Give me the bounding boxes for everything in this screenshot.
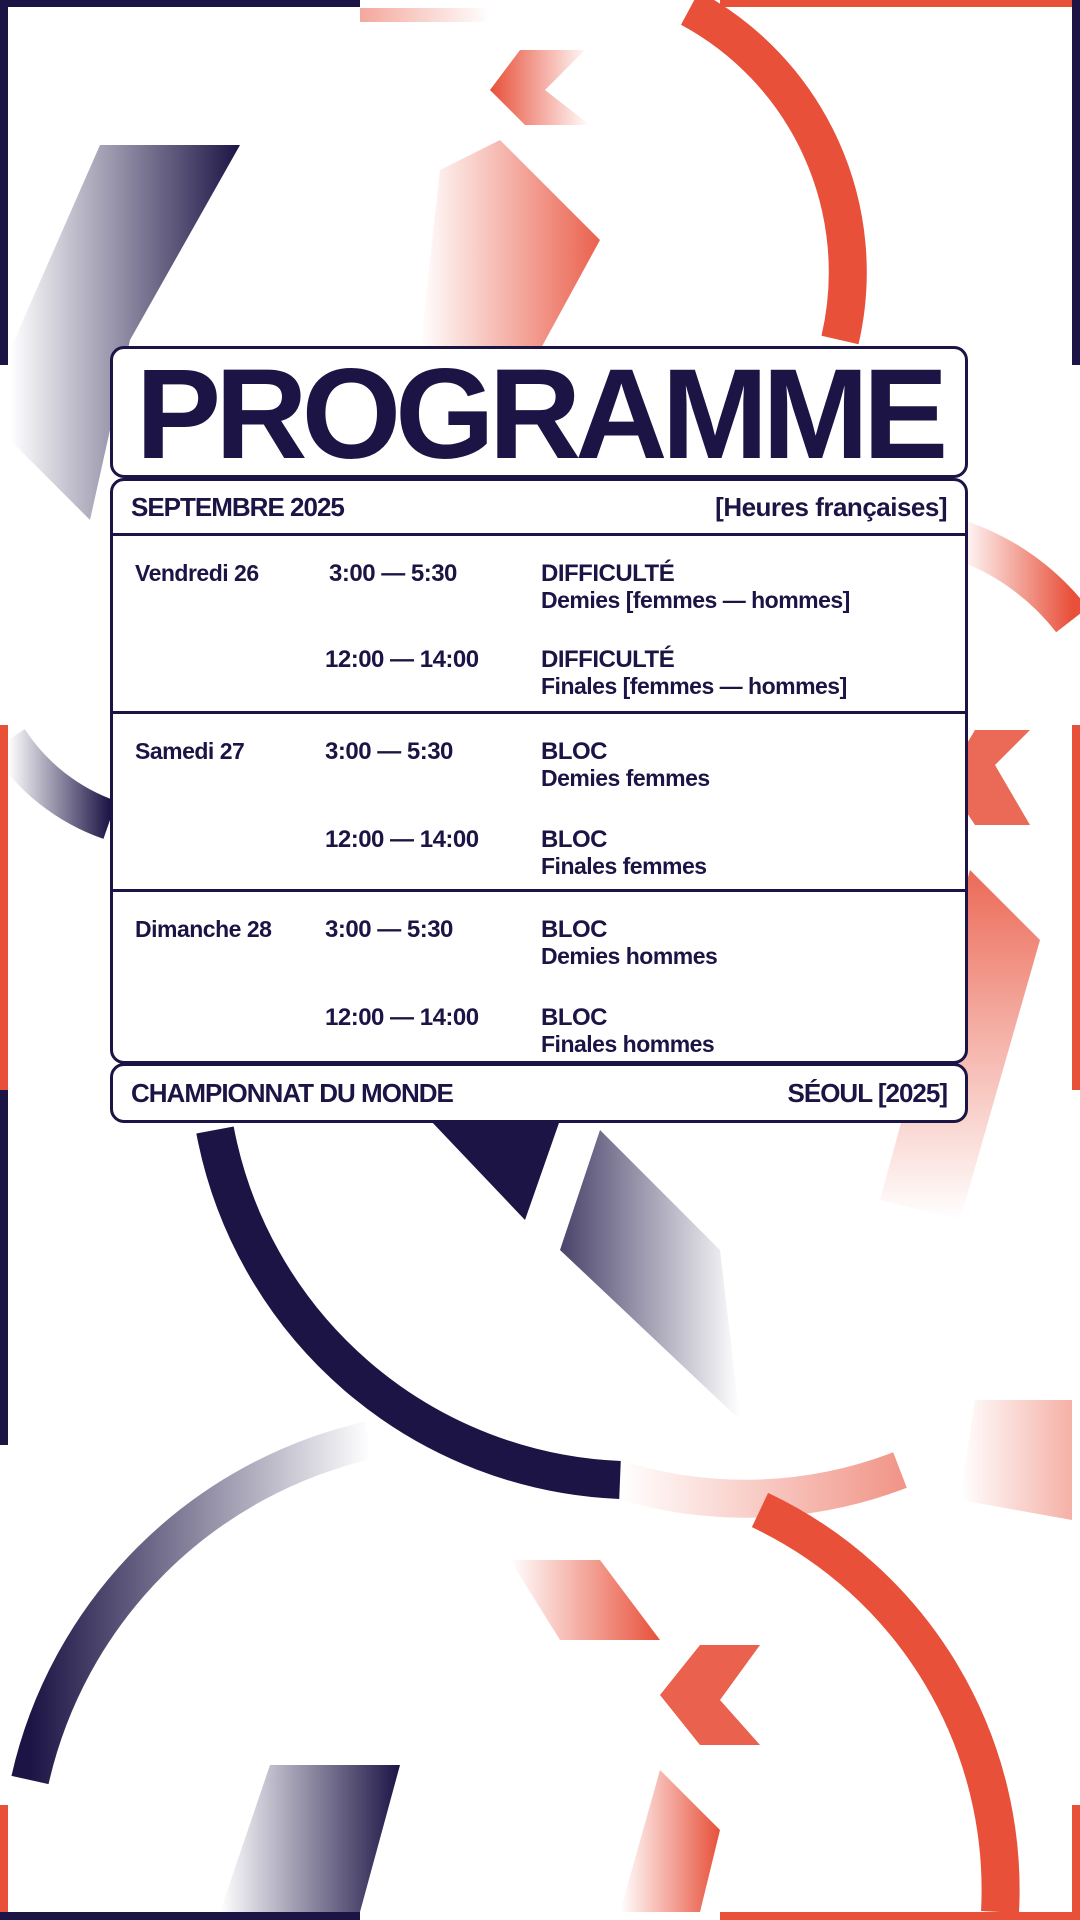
schedule-slot bbox=[113, 646, 965, 716]
event-discipline: BLOC bbox=[541, 916, 607, 943]
event-round: Demies femmes bbox=[541, 765, 710, 791]
slot-event bbox=[541, 916, 717, 970]
day-label: Dimanche 28 bbox=[135, 916, 272, 942]
event-discipline: BLOC bbox=[541, 826, 607, 853]
event-location: SÉOUL [2025] bbox=[787, 1077, 947, 1108]
slot-event bbox=[541, 560, 850, 614]
schedule-slot bbox=[113, 738, 965, 808]
slot-time: 3:00 — 5:30 bbox=[325, 916, 453, 943]
slot-time: 12:00 — 14:00 bbox=[325, 826, 479, 853]
slot-event bbox=[541, 826, 707, 880]
day-block-friday bbox=[113, 536, 965, 714]
slot-time: 3:00 — 5:30 bbox=[329, 560, 457, 587]
schedule-header bbox=[113, 481, 965, 536]
event-discipline: DIFFICULTÉ bbox=[541, 646, 675, 673]
event-round: Demies [femmes — hommes] bbox=[541, 587, 850, 613]
event-name: CHAMPIONNAT DU MONDE bbox=[131, 1077, 453, 1108]
slot-time: 12:00 — 14:00 bbox=[325, 646, 479, 673]
schedule-slot bbox=[113, 826, 965, 896]
schedule-slot bbox=[113, 916, 965, 986]
event-round: Demies hommes bbox=[541, 943, 718, 969]
slot-time: 3:00 — 5:30 bbox=[325, 738, 453, 765]
page-title: PROGRAMME bbox=[135, 346, 943, 478]
title-panel bbox=[110, 346, 968, 478]
event-discipline: BLOC bbox=[541, 1004, 607, 1031]
event-round: Finales hommes bbox=[541, 1031, 715, 1057]
event-round: Finales [femmes — hommes] bbox=[541, 673, 847, 699]
slot-time: 12:00 — 14:00 bbox=[325, 1004, 479, 1031]
slot-event bbox=[541, 646, 847, 700]
slot-event bbox=[541, 738, 710, 792]
event-discipline: DIFFICULTÉ bbox=[541, 560, 675, 587]
event-discipline: BLOC bbox=[541, 738, 607, 765]
footer-panel bbox=[110, 1063, 968, 1123]
day-label: Vendredi 26 bbox=[135, 560, 259, 586]
timezone-label: [Heures françaises] bbox=[715, 491, 947, 522]
day-label: Samedi 27 bbox=[135, 738, 245, 764]
month-label: SEPTEMBRE 2025 bbox=[131, 491, 344, 522]
schedule-slot bbox=[113, 560, 965, 630]
slot-event bbox=[541, 1004, 714, 1058]
schedule-panel bbox=[110, 478, 968, 1064]
event-round: Finales femmes bbox=[541, 853, 707, 879]
day-block-sunday bbox=[113, 892, 965, 1064]
day-block-saturday bbox=[113, 714, 965, 892]
